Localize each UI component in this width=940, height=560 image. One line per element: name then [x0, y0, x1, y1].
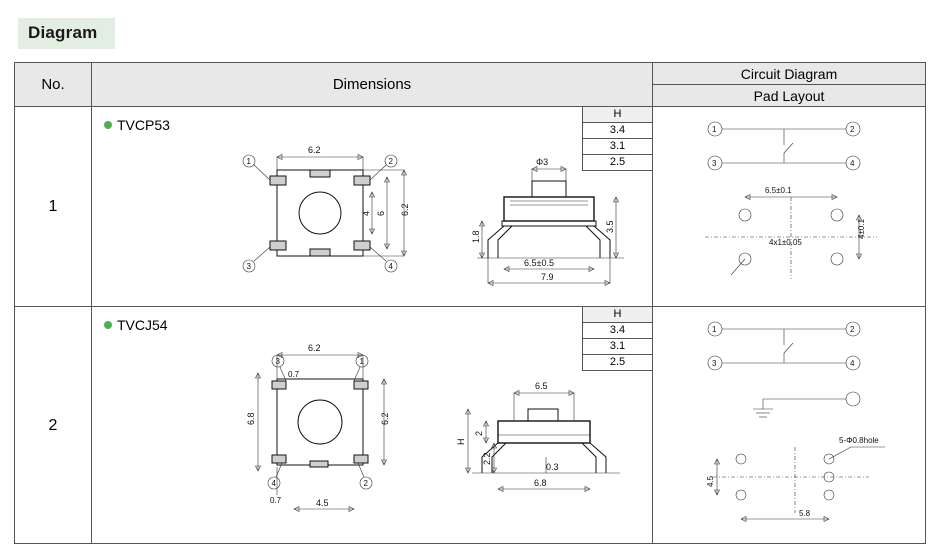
svg-text:H: H	[456, 438, 466, 445]
svg-text:4±0.1: 4±0.1	[857, 219, 866, 239]
table-header	[15, 63, 925, 107]
bullet-icon	[104, 321, 112, 329]
svg-text:6.2: 6.2	[380, 412, 390, 425]
svg-text:2: 2	[474, 430, 484, 436]
dimensions-cell	[92, 307, 653, 544]
header-circuit-group	[653, 63, 925, 106]
svg-text:6.5±0.5: 6.5±0.5	[524, 258, 554, 268]
h-table-value: 3.1	[583, 339, 652, 355]
header-dimensions: Dimensions	[92, 63, 653, 106]
svg-text:Φ3: Φ3	[536, 157, 549, 167]
svg-text:4: 4	[850, 359, 855, 368]
svg-text:4x1±0.05: 4x1±0.05	[769, 238, 802, 247]
svg-text:5.8: 5.8	[799, 509, 811, 518]
svg-text:3: 3	[246, 262, 251, 271]
tvcp53-circuit	[653, 107, 925, 305]
part-name: TVCP53	[117, 117, 170, 133]
svg-text:2: 2	[850, 325, 855, 334]
svg-text:0.7: 0.7	[288, 370, 300, 379]
svg-text:6: 6	[376, 210, 386, 216]
svg-text:6.5±0.1: 6.5±0.1	[765, 186, 792, 195]
circuit-pad-cell	[653, 307, 925, 544]
svg-text:6.5: 6.5	[535, 381, 548, 391]
svg-text:2: 2	[388, 157, 393, 166]
svg-text:2: 2	[363, 479, 368, 488]
tvcj54-circuit	[653, 307, 925, 543]
part-label	[104, 117, 170, 133]
header-pad-layout: Pad Layout	[753, 87, 825, 104]
svg-text:6.8: 6.8	[246, 412, 256, 425]
part-label	[104, 317, 168, 333]
bullet-icon	[104, 121, 112, 129]
row-number: 2	[15, 307, 92, 544]
diagram-table	[14, 62, 926, 544]
svg-text:6.8: 6.8	[534, 478, 547, 488]
svg-text:4: 4	[850, 159, 855, 168]
h-table-head: H	[583, 107, 652, 123]
page-title: Diagram	[18, 18, 115, 49]
part-name: TVCJ54	[117, 317, 168, 333]
svg-text:1: 1	[246, 157, 251, 166]
svg-text:3: 3	[275, 357, 280, 366]
svg-text:1: 1	[712, 125, 717, 134]
svg-text:4.5: 4.5	[316, 498, 329, 508]
svg-text:3.5: 3.5	[605, 220, 615, 233]
svg-text:0.7: 0.7	[270, 496, 282, 505]
h-table-value: 3.1	[583, 139, 652, 155]
svg-text:4.5: 4.5	[706, 475, 715, 487]
h-table-value: 2.5	[583, 155, 652, 171]
h-table-value: 3.4	[583, 323, 652, 339]
svg-text:6.2: 6.2	[308, 145, 321, 155]
svg-text:1: 1	[712, 325, 717, 334]
header-circuit-diagram: Circuit Diagram	[653, 63, 925, 85]
tvcp53-drawing	[172, 135, 732, 305]
svg-text:4: 4	[271, 479, 276, 488]
tvcj54-drawing	[172, 337, 732, 537]
h-table-head: H	[583, 307, 652, 323]
svg-text:6.2: 6.2	[400, 203, 410, 216]
svg-text:2: 2	[850, 125, 855, 134]
svg-text:7.9: 7.9	[541, 272, 554, 282]
h-table-value: 3.4	[583, 123, 652, 139]
svg-text:6.2: 6.2	[308, 343, 321, 353]
table-row	[15, 307, 925, 544]
header-no: No.	[15, 63, 92, 106]
svg-text:4: 4	[361, 210, 371, 216]
svg-text:3: 3	[712, 359, 717, 368]
h-table-value: 2.5	[583, 355, 652, 371]
svg-text:1: 1	[359, 357, 364, 366]
svg-text:4: 4	[388, 262, 393, 271]
svg-text:2.2: 2.2	[482, 452, 492, 465]
svg-text:1.8: 1.8	[471, 230, 481, 243]
table-row	[15, 107, 925, 307]
svg-text:5-Φ0.8hole: 5-Φ0.8hole	[839, 436, 879, 445]
row-number: 1	[15, 107, 92, 306]
svg-text:3: 3	[712, 159, 717, 168]
dimensions-cell	[92, 107, 653, 306]
circuit-pad-cell	[653, 107, 925, 306]
svg-text:0.3: 0.3	[546, 462, 559, 472]
